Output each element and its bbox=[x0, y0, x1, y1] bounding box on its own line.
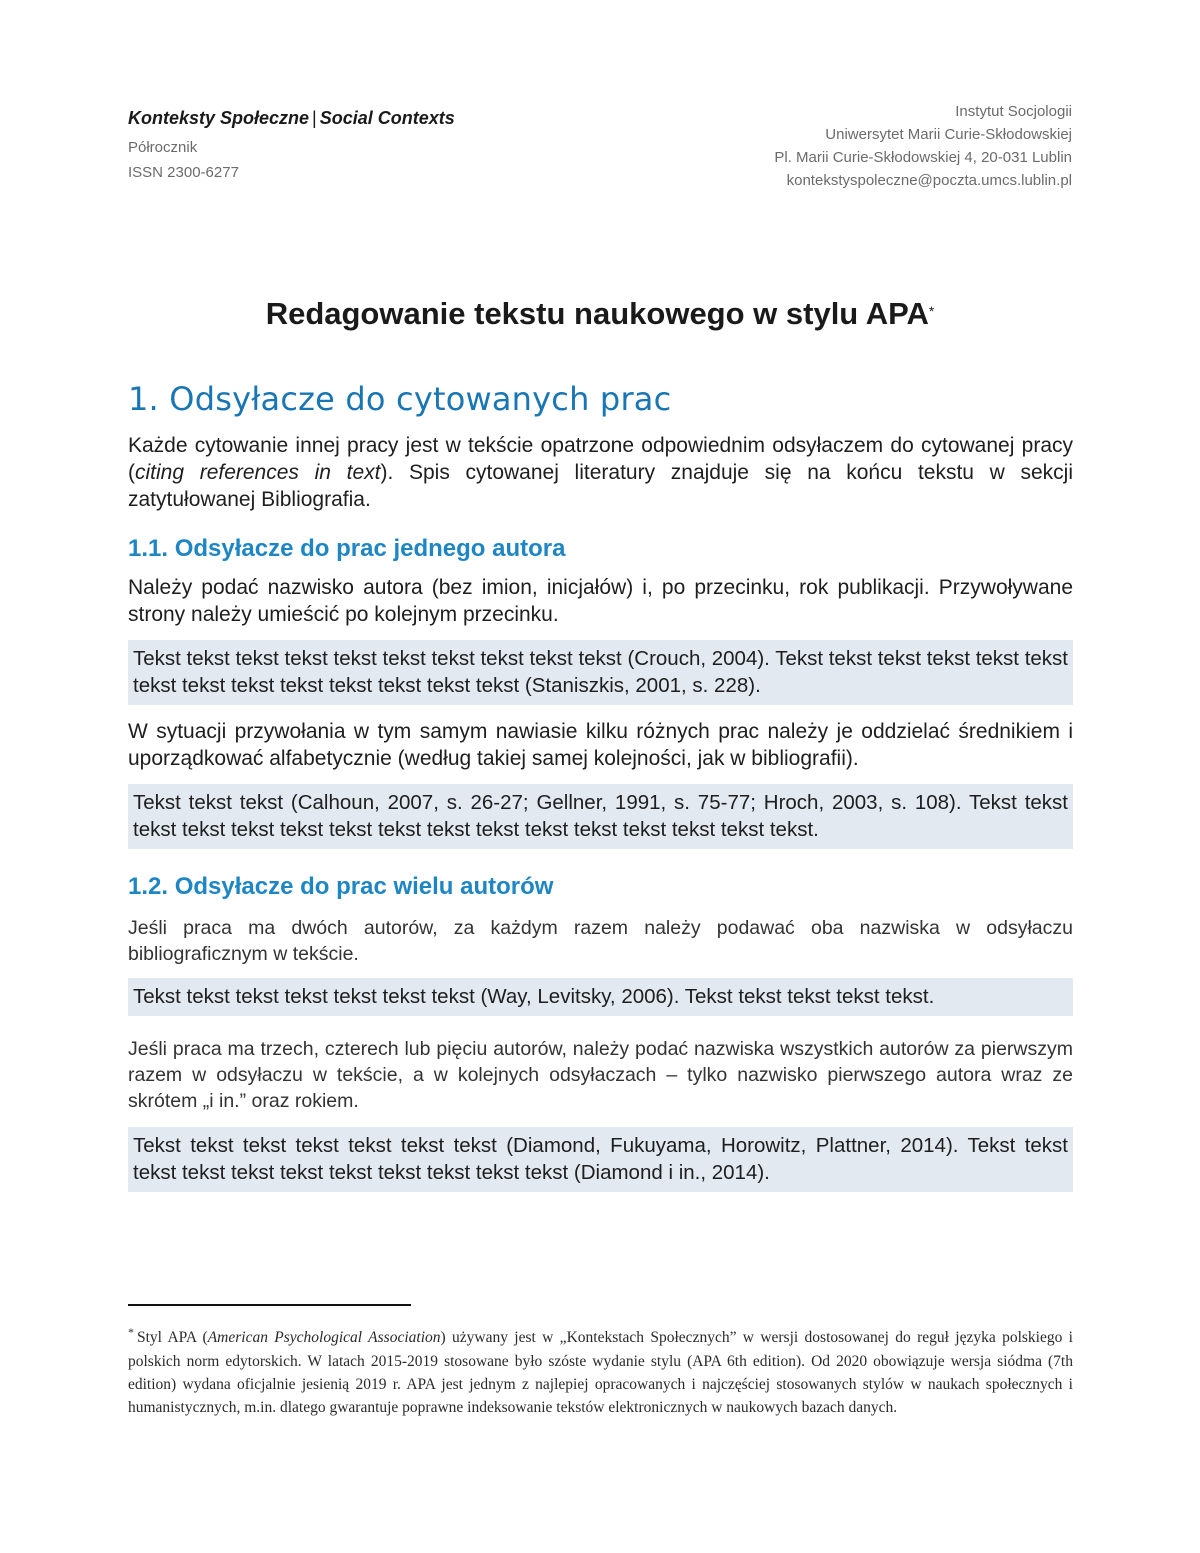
address-line: Pl. Marii Curie-Skłodowskiej 4, 20-031 Lublin bbox=[774, 149, 1072, 166]
section-heading: 1. Odsyłacze do cytowanych prac bbox=[128, 380, 672, 418]
title-text: Redagowanie tekstu naukowego w stylu APA bbox=[265, 296, 929, 331]
journal-name bbox=[128, 108, 455, 129]
footnote-text: ) używany jest w „Kontekstach Społecznych” w wersji dostosowanej do reguł języka polskiego i polskich norm edytorskich. W latach 2015-2019 stosowane było szóste wydanie stylu (APA 6th edition). Od 2020 obowiązuje wersja siódma (7th edition) wydana oficjalnie jesienią 2019 r. APA jest jednym z najlepiej opracowanych i najczęściej stosowanych stylów w naukach społecznych i humanistycznych, m.in. dlatego gwarantuje poprawne indeksowanie tekstów elektronicznych w naukowych bazach danych. bbox=[128, 1329, 1073, 1416]
institute-address bbox=[774, 100, 1072, 192]
subsection-heading: 1.1. Odsyłacze do prac jednego autora bbox=[128, 535, 566, 562]
intro-text: Każde cytowanie innej pracy jest w tekście opatrzone odpowiednim odsyłaczem do cytowanej pracy ( bbox=[128, 434, 1073, 484]
example-box: Tekst tekst tekst tekst tekst tekst tekst (Diamond, Fukuyama, Horowitz, Plattner, 2014). Tekst tekst tekst tekst tekst tekst tekst tekst tekst tekst tekst (Diamond i in., 2014). bbox=[128, 1127, 1073, 1192]
footnote-divider bbox=[128, 1304, 411, 1306]
example-box: Tekst tekst tekst (Calhoun, 2007, s. 26-27; Gellner, 1991, s. 75-77; Hroch, 2003, s. 108). Tekst tekst tekst tekst tekst tekst tekst tekst tekst tekst tekst tekst tekst tekst tekst tekst. bbox=[128, 784, 1073, 849]
journal-frequency: Półrocznik bbox=[128, 139, 198, 156]
contact-email: kontekstyspoleczne@poczta.umcs.lublin.pl bbox=[786, 172, 1072, 189]
subsection-heading: 1.2. Odsyłacze do prac wielu autorów bbox=[128, 873, 554, 900]
intro-emphasis: citing references in text bbox=[135, 461, 381, 484]
document-title bbox=[0, 296, 1200, 332]
journal-separator: | bbox=[312, 108, 317, 128]
journal-issn: ISSN 2300-6277 bbox=[128, 164, 239, 181]
journal-info bbox=[128, 108, 455, 181]
footnote bbox=[128, 1326, 1073, 1419]
journal-name-en: Social Contexts bbox=[319, 108, 455, 128]
address-line: Instytut Socjologii bbox=[955, 103, 1072, 120]
address-line: Uniwersytet Marii Curie-Skłodowskiej bbox=[825, 126, 1072, 143]
footnote-emphasis: American Psychological Association bbox=[207, 1329, 441, 1346]
footnote-mark: * bbox=[128, 1325, 134, 1339]
paragraph: Należy podać nazwisko autora (bez imion, inicjałów) i, po przecinku, rok publikacji. Przywoływane strony należy umieścić po kolejnym przecinku. bbox=[128, 576, 1073, 626]
paragraph: Jeśli praca ma dwóch autorów, za każdym razem należy podawać oba nazwiska w odsyłaczu bibliograficznym w tekście. bbox=[128, 917, 1073, 965]
section-intro bbox=[128, 432, 1073, 513]
intro-text: ). Spis cytowanej literatury znajduje się na końcu tekstu w sekcji zatytułowanej Bibliografia. bbox=[128, 461, 1073, 511]
paragraph: W sytuacji przywołania w tym samym nawiasie kilku różnych prac należy je oddzielać średnikiem i uporządkować alfabetycznie (według takiej samej kolejności, jak w bibliografii). bbox=[128, 720, 1073, 770]
journal-name-pl: Konteksty Społeczne bbox=[128, 108, 310, 128]
paragraph: Jeśli praca ma trzech, czterech lub pięciu autorów, należy podać nazwiska wszystkich autorów za pierwszym razem w odsyłaczu w tekście, a w kolejnych odsyłaczach – tylko nazwisko pierwszego autora wraz ze skrótem „i in.” oraz rokiem. bbox=[128, 1038, 1073, 1112]
example-box: Tekst tekst tekst tekst tekst tekst tekst tekst tekst tekst (Crouch, 2004). Tekst tekst tekst tekst tekst tekst tekst tekst tekst tekst tekst tekst tekst tekst (Staniszkis, 2001, s. 228). bbox=[128, 640, 1073, 705]
document-body bbox=[128, 380, 1073, 1192]
example-box: Tekst tekst tekst tekst tekst tekst tekst (Way, Levitsky, 2006). Tekst tekst tekst tekst tekst. bbox=[128, 978, 1073, 1016]
footnote-text: Styl APA ( bbox=[137, 1329, 208, 1346]
footnote-mark: * bbox=[928, 303, 935, 319]
